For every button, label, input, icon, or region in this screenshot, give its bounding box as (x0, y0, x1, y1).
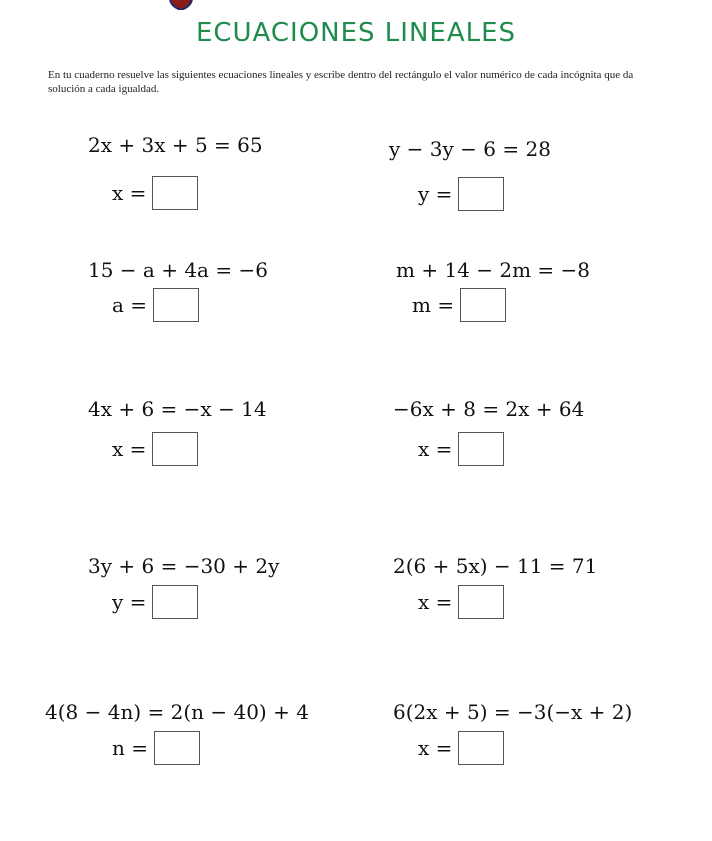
answer-row-2 (418, 177, 504, 211)
answer-row-1 (112, 176, 198, 210)
equation-10: 6(2x + 5) = −3(−x + 2) (393, 700, 633, 724)
answer-row-7 (112, 585, 198, 619)
page-title: ECUACIONES LINEALES (195, 18, 517, 48)
answer-label-4: m = (412, 293, 455, 317)
equation-3: 15 − a + 4a = −6 (88, 258, 268, 282)
school-crest-icon (168, 0, 194, 10)
answer-row-8 (418, 585, 504, 619)
instructions-text: En tu cuaderno resuelve las siguientes ecuaciones lineales y escribe dentro del rectángulo el valor numérico de cada incógnita que da solución a cada igualdad. (48, 69, 634, 95)
answer-box-10[interactable] (458, 731, 504, 765)
answer-box-4[interactable] (460, 288, 506, 322)
equation-8: 2(6 + 5x) − 11 = 71 (393, 554, 598, 578)
equation-5: 4x + 6 = −x − 14 (88, 397, 267, 421)
answer-box-8[interactable] (458, 585, 504, 619)
answer-row-9 (112, 731, 200, 765)
answer-label-1: x = (112, 181, 147, 205)
answer-label-8: x = (418, 590, 453, 614)
answer-row-5 (112, 432, 198, 466)
answer-box-5[interactable] (152, 432, 198, 466)
answer-box-2[interactable] (458, 177, 504, 211)
answer-label-3: a = (112, 293, 148, 317)
answer-row-6 (418, 432, 504, 466)
answer-box-6[interactable] (458, 432, 504, 466)
answer-box-3[interactable] (153, 288, 199, 322)
equation-2: y − 3y − 6 = 28 (389, 137, 551, 161)
equation-6: −6x + 8 = 2x + 64 (393, 397, 585, 421)
answer-box-7[interactable] (152, 585, 198, 619)
answer-box-1[interactable] (152, 176, 198, 210)
equation-9: 4(8 − 4n) = 2(n − 40) + 4 (45, 700, 309, 724)
equation-7: 3y + 6 = −30 + 2y (88, 554, 280, 578)
equation-1: 2x + 3x + 5 = 65 (88, 133, 263, 157)
answer-row-10 (418, 731, 504, 765)
answer-label-10: x = (418, 736, 453, 760)
equation-4: m + 14 − 2m = −8 (396, 258, 591, 282)
answer-label-2: y = (418, 182, 453, 206)
answer-label-9: n = (112, 736, 148, 760)
answer-box-9[interactable] (154, 731, 200, 765)
answer-label-6: x = (418, 437, 453, 461)
answer-label-7: y = (112, 590, 147, 614)
answer-row-4 (412, 288, 506, 322)
answer-label-5: x = (112, 437, 147, 461)
answer-row-3 (112, 288, 199, 322)
